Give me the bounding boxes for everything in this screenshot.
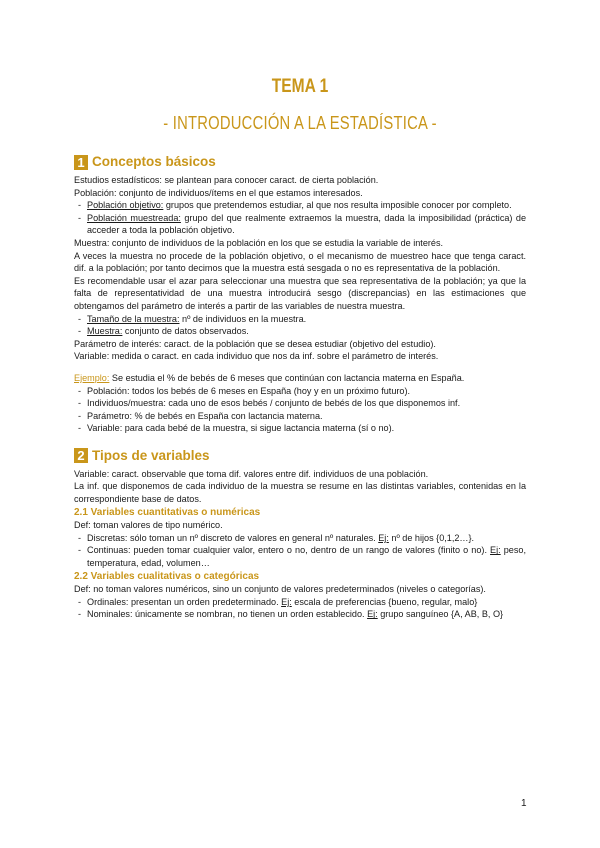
term-muestra: Muestra: xyxy=(87,326,123,337)
term-definition: grupo del que realmente extraemos la muestra, dada la imposibilidad (práctica) de acceder a toda la población objetivo. xyxy=(87,212,527,236)
example-marker: Ej: xyxy=(490,545,501,556)
section-title: Tipos de variables xyxy=(92,447,210,463)
cuantitativas-list xyxy=(74,532,526,570)
document-body xyxy=(74,152,526,621)
example-marker: Ej: xyxy=(281,596,292,607)
list-item: - Variable: para cada bebé de la muestra, si sigue lactancia materna (sí o no). xyxy=(78,423,395,434)
list-item-text: Población: todos los bebés de 6 meses en España (hoy y en un próximo futuro). xyxy=(87,385,411,396)
list-item-text: Nominales: únicamente se nombran, no tienen un orden establecido. xyxy=(87,609,368,620)
term-definition: conjunto de datos observados. xyxy=(122,326,249,337)
example-text: escala de preferencias {bueno, regular, malo} xyxy=(291,596,478,607)
list-item-text: Variable: para cada bebé de la muestra, si sigue lactancia materna (sí o no). xyxy=(87,423,395,434)
section-heading-2 xyxy=(74,446,526,466)
list-item: - Individuos/muestra: cada uno de esos bebés / conjunto de bebés de los que disponemos inf. xyxy=(78,398,461,409)
term-poblacion-objetivo: Población objetivo: xyxy=(87,200,164,211)
example-text: Se estudia el % de bebés de 6 meses que continúan con lactancia materna en España. xyxy=(109,372,465,383)
paragraph-aveces: A veces la muestra no procede de la población objetivo, o el mecanismo de muestreo hace que tenga caract. dif. a la población; por tanto decimos que la muestra está sesgada o no es representativa de la población. xyxy=(74,250,526,274)
paragraph-recomendable: Es recomendable usar el azar para seleccionar una muestra que sea representativa de la población; ya que la falta de representatividad de una muestra introducirá sesgo (discrepancias) en las estimaciones que obtengamos del parámetro de interés a partir de las variables de nuestra muestra. xyxy=(74,275,526,311)
term-definition: grupos que pretendemos estudiar, al que nos resulta imposible conocer por completo. xyxy=(163,200,512,211)
list-item: - Discretas: sólo toman un nº discreto de valores en general nº naturales. Ej: nº de hijos {0,1,2…}. xyxy=(78,532,475,543)
example-label: Ejemplo: xyxy=(74,372,110,383)
ejemplo-list xyxy=(74,385,526,435)
subsection-title-2-1: 2.1 Variables cuantitativas o numéricas xyxy=(74,506,261,518)
paragraph-def-cualitativas: Def: no toman valores numéricos, sino un conjunto de valores predeterminados (niveles o categorías). xyxy=(74,584,486,595)
paragraph-variable-def: Variable: caract. observable que toma dif. valores entre dif. individuos de una población. xyxy=(74,468,429,479)
list-item: - Población muestreada: grupo del que realmente extraemos la muestra, dada la imposibilidad (práctica) de acceder a toda la población objetivo. xyxy=(78,212,527,236)
list-item-text: Parámetro: % de bebés en España con lactancia materna. xyxy=(87,410,323,421)
term-definition: nº de individuos en la muestra. xyxy=(179,313,307,324)
paragraph-estudios: Estudios estadísticos: se plantean para conocer caract. de cierta población. xyxy=(74,175,379,185)
list-item-text: Ordinales: presentan un orden predeterminado. xyxy=(87,596,282,607)
paragraph-inf: La inf. que disponemos de cada individuo de la muestra se resume en las distintas variables, contenidas en la correspondiente base de datos. xyxy=(74,481,526,505)
paragraph-poblacion: Población: conjunto de individuos/ítems en el que estamos interesados. xyxy=(74,187,363,198)
list-item: - Población: todos los bebés de 6 meses en España (hoy y en un próximo futuro). xyxy=(78,385,411,396)
list-item: - Continuas: pueden tomar cualquier valor, entero o no, dentro de un rango de valores (finito o no). Ej: peso, temperatura, edad, volumen… xyxy=(78,545,526,569)
list-item-text: Discretas: sólo toman un nº discreto de valores en general nº naturales. xyxy=(87,532,379,543)
list-item: - Población objetivo: grupos que pretendemos estudiar, al que nos resulta imposible conocer por completo. xyxy=(78,200,512,211)
paragraph-def-cuantitativas: Def: toman valores de tipo numérico. xyxy=(74,520,223,531)
paragraph-variable: Variable: medida o caract. en cada individuo que nos da inf. sobre el parámetro de interés. xyxy=(74,351,439,362)
section-number-badge: 2 xyxy=(74,448,88,463)
paragraph-parametro: Parámetro de interés: caract. de la población que se desea estudiar (objetivo del estudio). xyxy=(74,338,436,349)
example-text: nº de hijos {0,1,2…}. xyxy=(388,532,475,543)
list-item: - Nominales: únicamente se nombran, no tienen un orden establecido. Ej: grupo sanguíneo {A, AB, B, O} xyxy=(78,609,504,620)
section-number-badge: 1 xyxy=(74,155,88,170)
paragraph-ejemplo xyxy=(74,372,526,385)
subsection-title-2-2: 2.2 Variables cualitativas o categóricas xyxy=(74,570,260,582)
term-tamano-muestra: Tamaño de la muestra: xyxy=(87,313,180,324)
list-item: - Muestra: conjunto de datos observados. xyxy=(78,326,249,337)
muestra-list xyxy=(74,313,526,338)
cualitativas-list xyxy=(74,596,526,621)
section-heading-1 xyxy=(74,152,526,172)
list-item: - Tamaño de la muestra: nº de individuos en la muestra. xyxy=(78,313,307,324)
term-poblacion-muestreada: Población muestreada: xyxy=(87,212,181,223)
page-subtitle: - INTRODUCCIÓN A LA ESTADÍSTICA - xyxy=(163,113,437,133)
list-item: - Ordinales: presentan un orden predeterminado. Ej: escala de preferencias {bueno, regular, malo} xyxy=(78,596,478,607)
page-number: 1 xyxy=(521,798,527,809)
page-title: TEMA 1 xyxy=(271,76,329,97)
example-text: peso, temperatura, edad, volumen… xyxy=(87,545,526,569)
section-title: Conceptos básicos xyxy=(92,153,216,169)
poblacion-list xyxy=(74,199,526,237)
list-item: - Parámetro: % de bebés en España con lactancia materna. xyxy=(78,410,323,421)
example-marker: Ej: xyxy=(367,609,378,620)
list-item-text: Continuas: pueden tomar cualquier valor, entero o no, dentro de un rango de valores (finito o no). xyxy=(87,545,491,556)
example-marker: Ej: xyxy=(378,532,389,543)
list-item-text: Individuos/muestra: cada uno de esos bebés / conjunto de bebés de los que disponemos inf. xyxy=(87,398,461,409)
paragraph-muestra: Muestra: conjunto de individuos de la población en los que se estudia la variable de interés. xyxy=(74,237,444,248)
example-text: grupo sanguíneo {A, AB, B, O} xyxy=(377,609,504,620)
